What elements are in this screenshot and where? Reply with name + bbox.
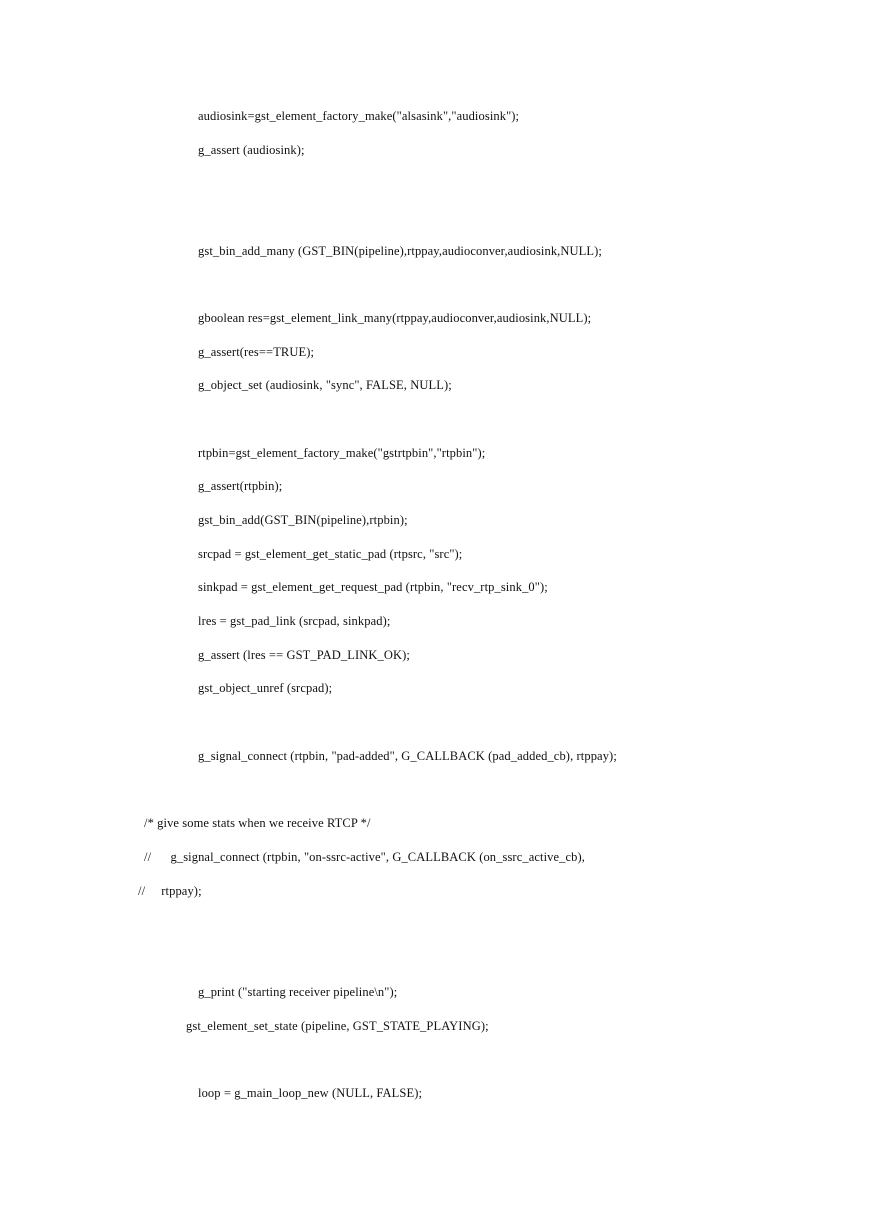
code-line-sinkpad: sinkpad = gst_element_get_request_pad (rtpbin, "recv_rtp_sink_0"); — [198, 580, 548, 594]
code-line-rtpbin-make: rtpbin=gst_element_factory_make("gstrtpbin","rtpbin"); — [198, 446, 486, 460]
code-line-bin-add-rtpbin: gst_bin_add(GST_BIN(pipeline),rtpbin); — [198, 513, 408, 527]
code-line-assert-audiosink: g_assert (audiosink); — [198, 143, 305, 157]
code-line-bin-add-many: gst_bin_add_many (GST_BIN(pipeline),rtppay,audioconver,audiosink,NULL); — [198, 244, 602, 258]
code-comment-rtcp-stats: /* give some stats when we receive RTCP */ — [144, 816, 371, 830]
code-line-assert-rtpbin: g_assert(rtpbin); — [198, 479, 283, 493]
code-line-print-starting: g_print ("starting receiver pipeline\n"); — [198, 985, 398, 999]
code-comment-rtppay: // rtppay); — [138, 884, 202, 898]
code-line-object-unref: gst_object_unref (srcpad); — [198, 681, 333, 695]
code-comment-signal-ssrc: // g_signal_connect (rtpbin, "on-ssrc-active", G_CALLBACK (on_ssrc_active_cb), — [144, 850, 585, 864]
code-line-link-many: gboolean res=gst_element_link_many(rtppay,audioconver,audiosink,NULL); — [198, 311, 592, 325]
code-line-object-set-sync: g_object_set (audiosink, "sync", FALSE, NULL); — [198, 378, 452, 392]
code-line-assert-lres: g_assert (lres == GST_PAD_LINK_OK); — [198, 648, 410, 662]
code-line-audiosink-make: audiosink=gst_element_factory_make("alsasink","audiosink"); — [198, 109, 520, 123]
code-line-signal-pad-added: g_signal_connect (rtpbin, "pad-added", G_CALLBACK (pad_added_cb), rtppay); — [198, 749, 617, 763]
code-line-srcpad: srcpad = gst_element_get_static_pad (rtpsrc, "src"); — [198, 547, 463, 561]
code-line-set-state-playing: gst_element_set_state (pipeline, GST_STATE_PLAYING); — [186, 1019, 489, 1033]
code-line-pad-link: lres = gst_pad_link (srcpad, sinkpad); — [198, 614, 391, 628]
code-line-assert-res: g_assert(res==TRUE); — [198, 345, 315, 359]
code-line-main-loop-new: loop = g_main_loop_new (NULL, FALSE); — [198, 1086, 423, 1100]
